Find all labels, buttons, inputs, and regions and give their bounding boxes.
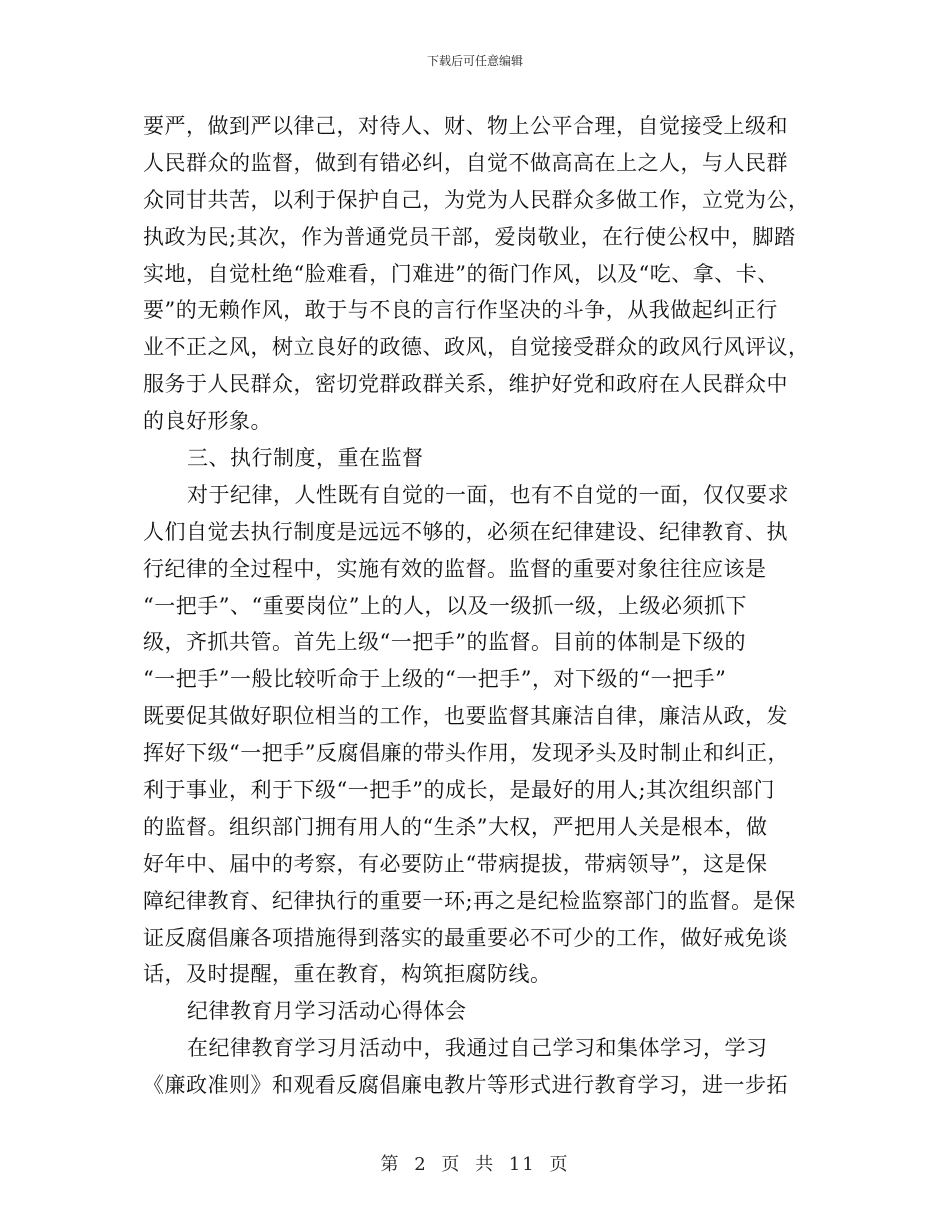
text-line: 利于事业，利于下级“一把手”的成长，是最好的用人;其次组织部门 bbox=[143, 778, 776, 803]
text-line: 障纪律教育、纪律执行的重要一环;再之是纪检监察部门的监督。是保 bbox=[143, 888, 796, 913]
text-line: 人民群众的监督，做到有错必纠，自觉不做高高在上之人，与人民群 bbox=[143, 150, 788, 175]
text-line: 好年中、届中的考察，有必要防止“带病提拔，带病领导”，这是保 bbox=[143, 851, 768, 876]
text-line: 《廉政准则》和观看反腐倡廉电教片等形式进行教育学习，进一步拓 bbox=[143, 1073, 788, 1098]
text-line: 执政为民;其次，作为普通党员干部，爱岗敬业，在行使公权中，脚踏 bbox=[143, 224, 796, 249]
text-line: 对于纪律，人性既有自觉的一面，也有不自觉的一面，仅仅要求 bbox=[187, 482, 789, 507]
text-line: “一把手”、“重要岗位”上的人，以及一级抓一级，上级必须抓下 bbox=[143, 593, 747, 618]
text-line: 要”的无赖作风，敢于与不良的言行作坚决的斗争，从我做起纠正行 bbox=[143, 298, 778, 323]
text-line: 级，齐抓共管。首先上级“一把手”的监督。目前的体制是下级的 bbox=[143, 630, 746, 655]
text-line: 人们自觉去执行制度是远远不够的，必须在纪律建设、纪律教育、执 bbox=[143, 519, 788, 544]
text-line: 的监督。组织部门拥有用人的“生杀”大权，严把用人关是根本，做 bbox=[143, 814, 768, 839]
text-line: 挥好下级“一把手”反腐倡廉的带头作用，发现矛头及时制止和纠正， bbox=[143, 741, 789, 766]
text-line: 的良好形象。 bbox=[143, 409, 272, 434]
text-line: “一把手”一般比较听命于上级的“一把手”，对下级的“一把手” bbox=[143, 667, 727, 692]
text-line: 既要促其做好职位相当的工作，也要监督其廉洁自律，廉洁从政，发 bbox=[143, 704, 788, 729]
document-body bbox=[143, 108, 823, 1104]
text-line: 在纪律教育学习月活动中，我通过自己学习和集体学习，学习 bbox=[187, 1036, 768, 1061]
text-line: 众同甘共苦，以利于保护自己，为党为人民群众多做工作，立党为公， bbox=[143, 187, 810, 212]
text-line: 三、执行制度，重在监督 bbox=[187, 446, 424, 471]
text-line: 纪律教育月学习活动心得体会 bbox=[187, 999, 467, 1024]
text-line: 业不正之风，树立良好的政德、政风，自觉接受群众的政风行风评议， bbox=[143, 335, 810, 360]
text-line: 证反腐倡廉各项措施得到落实的最重要必不可少的工作，做好戒免谈 bbox=[143, 925, 788, 950]
text-line: 实地，自觉杜绝“脸难看，门难进”的衙门作风，以及“吃、拿、卡、 bbox=[143, 261, 779, 286]
text-line: 要严，做到严以律己，对待人、财、物上公平合理，自觉接受上级和 bbox=[143, 114, 788, 138]
page-header: 下载后可任意编辑 bbox=[426, 54, 523, 68]
page-number-footer: 第 2 页 共 11 页 bbox=[380, 1154, 570, 1175]
text-line: 服务于人民群众，密切党群政群关系，维护好党和政府在人民群众中 bbox=[143, 372, 788, 397]
text-line: 话，及时提醒，重在教育，构筑拒腐防线。 bbox=[143, 962, 552, 987]
text-line: 行纪律的全过程中，实施有效的监督。监督的重要对象往往应该是 bbox=[143, 556, 767, 581]
